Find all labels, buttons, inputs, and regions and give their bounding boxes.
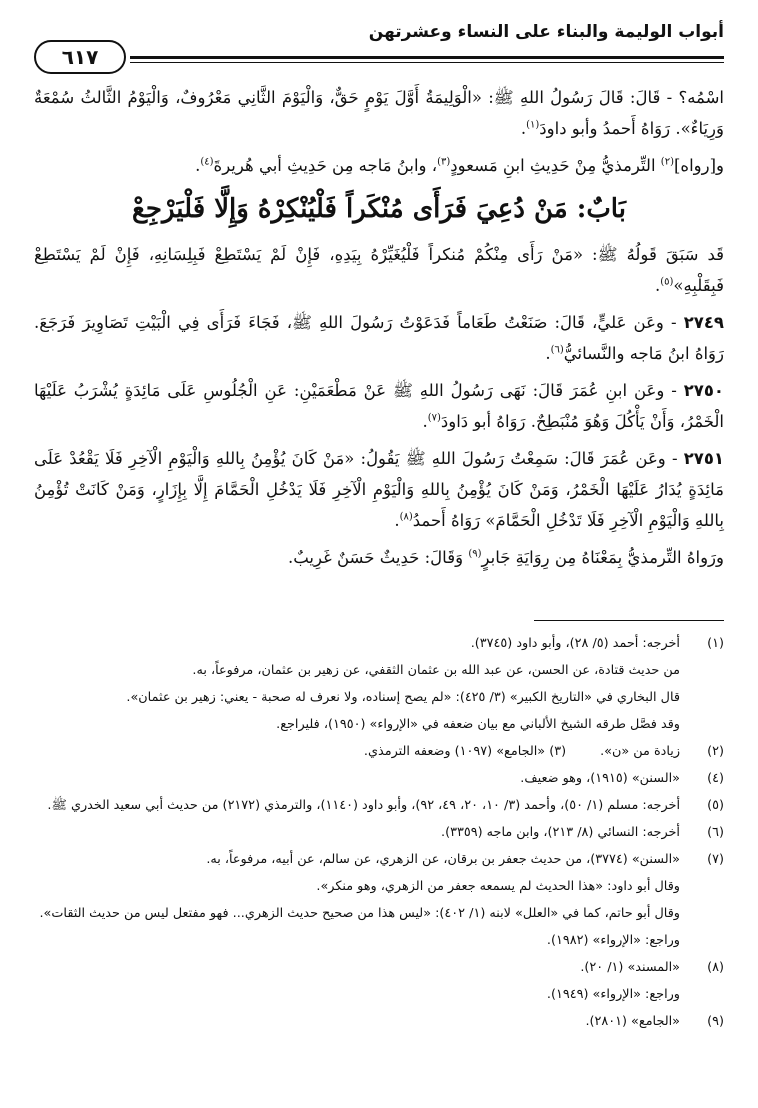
footnote-line: قال البخاري في «التاريخ الكبير» (٣/ ٤٢٥): «لم يصح إسناده، ولا نعرف له صحبة - يعني: زهير بن عثمان». <box>126 690 680 705</box>
footnote-number: (٧) <box>707 852 724 867</box>
footnote-ref: (٦) <box>550 344 564 356</box>
chapter-intro-line-2: فَبِقَلْبِهِ» <box>673 276 724 295</box>
footnote-line: وقال أبو حاتم، كما في «العلل» لابنه (١/ ٤٠٢): «ليس هذا من صحيح حديث الزهري... فهو مفتعل ليس من حديث الثقات». <box>39 906 680 921</box>
footnote-5 <box>34 792 724 819</box>
footnote-ref: (٩) <box>468 548 482 560</box>
footnote-ref: (٨) <box>399 511 413 523</box>
footnote-body <box>34 954 680 1008</box>
closing-paragraph <box>34 542 724 573</box>
page-number: ٦١٧ <box>34 40 126 74</box>
hadith-line: - وعَن عَليٍّ، قَالَ: صَنَعْتُ طَعَاماً فَدَعَوْتُ رَسُولَ اللهِ ﷺ، فَجَاءَ فَرَأَى فِي الْبَيْتِ <box>135 313 677 332</box>
chapter-intro-line-1: قَد سَبَقَ قَولُهُ ﷺ: «مَنْ رَأَى مِنْكُمْ مُنكراً فَلْيُغَيِّرْهُ بِيَدِهِ، فَإِنْ لَمْ يَسْتَطِعْ فَبِلِسَانِهِ، فَإِنْ لَمْ يَسْتَطِعْ <box>34 245 724 264</box>
hadith-end: . <box>422 412 428 431</box>
footnote-body <box>34 738 680 765</box>
footnote-6 <box>34 819 724 846</box>
footnote-ref: (٢) <box>660 156 674 168</box>
footnote-line: «المسند» (١/ ٢٠). <box>580 960 680 975</box>
note-end: . <box>195 156 201 175</box>
chapter-title: بَابٌ: مَنْ دُعِيَ فَرَأَى مُنْكَراً فَلْيُنْكِرْهُ وَإِلَّا فَلْيَرْجِعْ <box>132 194 626 224</box>
hadith-paragraph <box>34 443 724 536</box>
footnote-line: وقال أبو داود: «هذا الحديث لم يسمعه جعفر من الزهري، وهو منكر». <box>316 879 680 894</box>
hadith-end: . <box>394 511 400 530</box>
footnote-9 <box>34 1008 724 1035</box>
footnote-line: وراجع: «الإرواء» (١٩٤٩). <box>546 987 680 1002</box>
hadith-number: ٢٧٤٩ <box>683 313 725 332</box>
hadith-line: يُشْرَبُ عَلَيْهَا الْخَمْرُ، وَأَنْ يَأْكُلَ وَهُوَ مُنْبَطِحٌ. رَوَاهُ أبو دَاودَ <box>34 381 724 431</box>
footnote-line: زيادة من «ن». <box>600 744 680 759</box>
page-header <box>34 18 724 74</box>
hadith-line: يَقْعُدْ عَلَى مَائِدَةٍ يُدَارُ عَلَيْهَا الْخَمْرُ، وَمَنْ كَانَ يُؤْمِنُ بِاللهِ وَالْيَوْمِ الْآخِرِ فَلَا يَدْخُلِ الْحَمَّامَ إِلَّا <box>34 449 724 499</box>
footnote-line: أخرجه: أحمد (٥/ ٢٨)، وأبو داود (٣٧٤٥). <box>470 636 680 651</box>
chapter-intro <box>34 239 724 301</box>
footnote-ref: (٥) <box>660 276 674 288</box>
footnote-2-3 <box>34 738 724 765</box>
note-mid-2: ، وابنُ مَاجه مِن حَدِيثِ أبي هُريرةَ <box>213 156 438 175</box>
hadith-line: - وعَن ابنِ عُمَرَ قَالَ: نَهَى رَسُولُ اللهِ ﷺ عَنْ مَطْعَمَيْنِ: عَنِ الْجُلُوسِ عَلَى مَائِدَةٍ <box>124 381 677 400</box>
footnote-1 <box>34 630 724 738</box>
footnote-ref: (١) <box>526 119 540 131</box>
footnote-number: (٢) <box>707 744 724 759</box>
footnote-7 <box>34 846 724 954</box>
note-pre: و[رواه] <box>673 156 724 175</box>
hadith-paragraph <box>34 375 724 437</box>
note-mid: التِّرمذيُّ مِنْ حَدِيثِ ابنِ مَسعودٍ <box>450 156 661 175</box>
closing-pre: ورَواهُ التِّرمذيُّ بِمَعْنَاهُ مِن رِوَايَةِ جَابرٍ <box>481 548 724 567</box>
footnote-line: أخرجه: مسلم (١/ ٥٠)، وأحمد (٣/ ١٠، ٢٠، ٤٩، ٩٢)، وأبو داود (١١٤٠)، والترمذي (٢١٧٢) من حديث أبي سعيد الخدري ﷺ. <box>47 798 680 813</box>
footnote-line: «الجامع» (٢٨٠١). <box>585 1014 680 1029</box>
footnote-number: (٩) <box>707 1014 724 1029</box>
footnote-body <box>34 792 680 819</box>
hadith-number: ٢٧٥١ <box>683 449 724 468</box>
footnote-ref: (٣) <box>437 156 451 168</box>
footnote-line: «السنن» (١٩١٥)، وهو ضعيف. <box>520 771 680 786</box>
footnote-line: وراجع: «الإرواء» (١٩٨٢). <box>546 933 680 948</box>
footnote-number: (٤) <box>707 771 724 786</box>
footnote-number: (٨) <box>707 960 724 975</box>
closing-post: وَقَالَ: حَدِيثٌ حَسَنٌ غَرِيبٌ. <box>287 548 469 567</box>
intro-line-2: سُمْعَةٌ وَرِيَاءٌ». رَوَاهُ أَحمدُ وأبو داودَ <box>34 88 724 138</box>
footnote-number: (١) <box>707 636 724 651</box>
footnote-body <box>34 765 680 792</box>
intro-paragraph <box>34 82 724 144</box>
footnote-number: (٥) <box>707 798 724 813</box>
footnote-line: وقد فصَّل طرقه الشيخ الألباني مع بيان ضعفه في «الإرواء» (١٩٥٠)، فليراجع. <box>276 717 680 732</box>
footnote-line: أخرجه: النسائي (٨/ ٢١٣)، وابن ماجه (٣٣٥٩). <box>441 825 680 840</box>
footnote-body <box>34 819 680 846</box>
footnote-8 <box>34 954 724 1008</box>
footnote-separator <box>534 620 724 621</box>
intro-line-1: اسْمُه؟ - قَالَ: قَالَ رَسُولُ اللهِ ﷺ: «الْوَلِيمَةُ أَوَّلَ يَوْمٍ حَقٌّ، وَالْيَوْمَ الثَّانِي مَعْرُوفٌ، وَالْيَوْمُ الثَّالثُ <box>80 88 724 107</box>
hadith-end: . <box>545 344 551 363</box>
hadith-number: ٢٧٥٠ <box>683 381 724 400</box>
footnote-line: «السنن» (٣٧٧٤)، من حديث جعفر بن برقان، عن الزهري، عن سالم، عن أبيه، مرفوعاً، به. <box>206 852 680 867</box>
hadith-line: بِإِزَارٍ، وَمَنْ كَانَتْ تُؤْمِنُ بِاللهِ وَالْيَوْمِ الْآخِرِ فَلَا تَدْخُلِ الْحَمَّامَ» رَوَاهُ أَحمدُ <box>34 480 724 530</box>
note-paragraph <box>34 150 724 181</box>
footnote-number: (٦) <box>707 825 724 840</box>
footnote-number: (٣) <box>549 744 567 759</box>
footnote-line: «الجامع» (١٠٩٧) وضعفه الترمذي. <box>363 744 546 759</box>
header-rule-thin <box>130 62 724 63</box>
footnote-body <box>34 1008 680 1035</box>
chapter-intro-end: . <box>654 276 661 295</box>
header-rule-thick <box>130 56 724 59</box>
footnote-body <box>34 630 680 738</box>
footnote-ref: (٧) <box>427 412 441 424</box>
hadith-line: تَصَاوِيرَ فَرَجَعَ. رَوَاهُ ابنُ مَاجه والنَّسائيُّ <box>34 313 724 363</box>
main-text <box>34 82 724 579</box>
footnotes <box>34 630 724 1035</box>
footnote-body <box>34 846 680 954</box>
footnote-ref: (٤) <box>200 156 214 168</box>
running-title: أبواب الوليمة والبناء على النساء وعشرتهن <box>368 22 724 42</box>
footnote-4 <box>34 765 724 792</box>
intro-end: . <box>520 119 527 138</box>
hadith-line: - وعَن عُمَرَ قَالَ: سَمِعْتُ رَسُولَ اللهِ ﷺ يَقُولُ: «مَنْ كَانَ يُؤْمِنُ بِاللهِ وَالْيَوْمِ الْآخِرِ فَلَا <box>104 449 678 468</box>
footnote-line: من حديث قتادة، عن الحسن، عن عبد الله بن عثمان الثقفي، عن زهير بن عثمان، مرفوعاً، به. <box>192 663 680 678</box>
hadith-paragraph <box>34 307 724 369</box>
